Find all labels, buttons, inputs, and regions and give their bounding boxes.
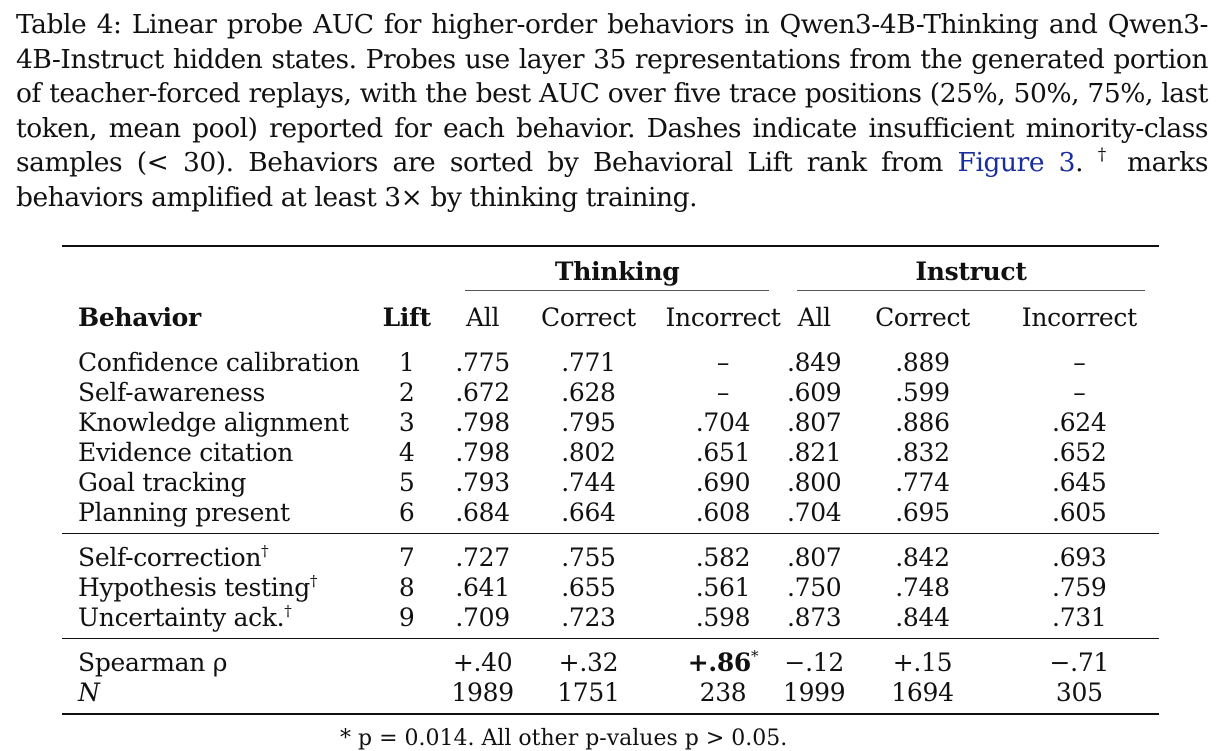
lift-rank: 2 — [398, 377, 415, 407]
dagger-mark: † — [1097, 145, 1113, 165]
auc-instruct-all: .821 — [786, 437, 842, 467]
n-instruct-all: 1999 — [782, 677, 846, 707]
n-thinking-incorrect: 238 — [699, 677, 747, 707]
auc-instruct-incorrect: .652 — [1052, 437, 1107, 467]
auc-thinking-incorrect: .704 — [695, 407, 751, 437]
auc-thinking-correct: .664 — [561, 497, 616, 527]
lift-rank: 7 — [398, 542, 415, 572]
auc-instruct-incorrect: .624 — [1052, 407, 1107, 437]
table-footnote: * p = 0.014. All other p-values p > 0.05. — [340, 726, 788, 751]
table-row — [62, 339, 1159, 377]
auc-thinking-all: .775 — [455, 347, 510, 377]
auc-thinking-incorrect: .651 — [695, 437, 751, 467]
auc-instruct-incorrect: .693 — [1052, 542, 1107, 572]
auc-instruct-all: .807 — [786, 407, 842, 437]
dagger-mark: † — [309, 571, 318, 590]
auc-instruct-correct: .832 — [895, 437, 950, 467]
auc-thinking-correct: .723 — [561, 602, 616, 632]
caption-tail: marks behaviors amplified at least 3× by thinking training. — [16, 147, 1208, 213]
auc-thinking-correct: .628 — [561, 377, 616, 407]
auc-instruct-incorrect: .605 — [1052, 497, 1107, 527]
auc-thinking-incorrect: .582 — [695, 542, 751, 572]
auc-instruct-all: .807 — [786, 542, 842, 572]
lift-rank: 9 — [398, 602, 415, 632]
table-row — [62, 407, 1159, 437]
auc-thinking-all: .727 — [455, 542, 510, 572]
behavior-name: Hypothesis testing† — [78, 571, 318, 602]
spearman-thinking-all: +.40 — [452, 647, 513, 677]
instruct-group-header: Instruct — [783, 246, 1159, 295]
auc-instruct-incorrect: .645 — [1052, 467, 1107, 497]
table-body — [62, 339, 1159, 639]
behavior-name: Evidence citation — [78, 437, 294, 467]
lift-rank: 5 — [398, 467, 415, 497]
spearman-instruct-incorrect: −.71 — [1049, 647, 1110, 677]
auc-instruct-correct: .889 — [895, 347, 950, 377]
behavior-name: Planning present — [78, 497, 290, 527]
auc-instruct-incorrect: – — [1073, 347, 1086, 377]
results-table — [62, 245, 1159, 715]
n-instruct-incorrect: 305 — [1055, 677, 1103, 707]
auc-thinking-all: .709 — [455, 602, 510, 632]
n-thinking-all: 1989 — [451, 677, 514, 707]
lift-rank: 8 — [398, 572, 415, 602]
col-thinking-incorrect: Incorrect — [665, 302, 781, 332]
auc-thinking-incorrect: – — [716, 347, 730, 377]
table-row — [62, 572, 1159, 602]
auc-thinking-correct: .795 — [561, 407, 616, 437]
col-thinking-correct: Correct — [541, 302, 636, 332]
auc-thinking-incorrect: .690 — [695, 467, 751, 497]
caption-text: Table 4: Linear probe AUC for higher-order behaviors in Qwen3-4B-Thinking and Qwen3-4B-Instruct hidden states. Probes use layer 35 representations from the generated portion of teacher-forced replays, with the best AUC over five trace positions (25%, 50%, 75%, last token, mean pool) reported for each behavior. Dashes indicate insufficient minority-class samples (< 30). Behaviors are sorted by Behavioral Lift rank from — [16, 9, 1208, 178]
table-caption — [16, 8, 1208, 215]
auc-thinking-correct: .802 — [561, 437, 616, 467]
auc-instruct-correct: .886 — [895, 407, 950, 437]
thinking-group-header: Thinking — [451, 246, 783, 295]
auc-thinking-correct: .655 — [561, 572, 616, 602]
col-behavior: Behavior — [78, 302, 201, 332]
behavior-name: Confidence calibration — [78, 347, 360, 377]
auc-thinking-all: .793 — [455, 467, 510, 497]
auc-thinking-all: .798 — [455, 437, 510, 467]
auc-instruct-correct: .695 — [895, 497, 950, 527]
auc-thinking-incorrect: .561 — [695, 572, 751, 602]
table-row — [62, 534, 1159, 573]
n-thinking-correct: 1751 — [557, 677, 620, 707]
col-instruct-correct: Correct — [875, 302, 970, 332]
auc-thinking-correct: .744 — [561, 467, 616, 497]
behavior-name: Goal tracking — [78, 467, 247, 497]
spearman-thinking-correct: +.32 — [558, 647, 619, 677]
spearman-label: Spearman ρ — [78, 647, 228, 677]
col-instruct-incorrect: Incorrect — [1021, 302, 1137, 332]
auc-instruct-correct: .599 — [895, 377, 950, 407]
n-row — [62, 677, 1159, 714]
lift-rank: 6 — [398, 497, 415, 527]
spearman-thinking-incorrect: +.86* — [687, 646, 759, 677]
auc-thinking-incorrect: – — [716, 377, 730, 407]
caption-text-after-link: . — [1075, 147, 1098, 178]
n-instruct-correct: 1694 — [891, 677, 954, 707]
auc-thinking-incorrect: .598 — [695, 602, 751, 632]
spearman-row — [62, 639, 1159, 678]
dagger-mark: † — [284, 601, 292, 620]
auc-instruct-all: .873 — [786, 602, 842, 632]
lift-rank: 1 — [398, 347, 415, 377]
behavior-name: Uncertainty ack.† — [78, 601, 292, 632]
column-header-row — [62, 295, 1159, 339]
behavior-name: Knowledge alignment — [78, 407, 349, 437]
behavior-name: Self-awareness — [78, 377, 266, 407]
auc-instruct-all: .609 — [786, 377, 842, 407]
auc-instruct-all: .750 — [786, 572, 842, 602]
auc-thinking-correct: .755 — [561, 542, 616, 572]
auc-instruct-all: .849 — [786, 347, 842, 377]
table-row — [62, 602, 1159, 639]
table-row — [62, 467, 1159, 497]
spearman-instruct-correct: +.15 — [892, 647, 953, 677]
auc-instruct-incorrect: .731 — [1052, 602, 1107, 632]
lift-rank: 4 — [398, 437, 415, 467]
lift-rank: 3 — [398, 407, 415, 437]
dagger-mark: † — [261, 541, 269, 560]
auc-thinking-all: .798 — [455, 407, 510, 437]
group-header-row — [62, 246, 1159, 295]
auc-instruct-incorrect: – — [1073, 377, 1086, 407]
col-instruct-all: All — [797, 302, 831, 332]
figure-3-link[interactable]: Figure 3 — [957, 147, 1076, 178]
auc-instruct-incorrect: .759 — [1052, 572, 1107, 602]
table-row — [62, 497, 1159, 534]
table-row — [62, 377, 1159, 407]
auc-instruct-correct: .842 — [895, 542, 950, 572]
col-thinking-all: All — [466, 302, 500, 332]
auc-instruct-all: .704 — [786, 497, 842, 527]
behavior-name: Self-correction† — [78, 541, 269, 572]
auc-thinking-all: .641 — [455, 572, 510, 602]
auc-thinking-all: .684 — [455, 497, 510, 527]
col-lift: Lift — [382, 302, 431, 332]
auc-thinking-all: .672 — [455, 377, 510, 407]
auc-instruct-correct: .844 — [895, 602, 950, 632]
auc-thinking-correct: .771 — [561, 347, 616, 377]
auc-instruct-correct: .748 — [895, 572, 950, 602]
auc-instruct-correct: .774 — [895, 467, 950, 497]
n-label: N — [78, 677, 100, 707]
auc-instruct-all: .800 — [786, 467, 842, 497]
spearman-instruct-all: −.12 — [784, 647, 844, 677]
auc-thinking-incorrect: .608 — [695, 497, 751, 527]
table-row — [62, 437, 1159, 467]
